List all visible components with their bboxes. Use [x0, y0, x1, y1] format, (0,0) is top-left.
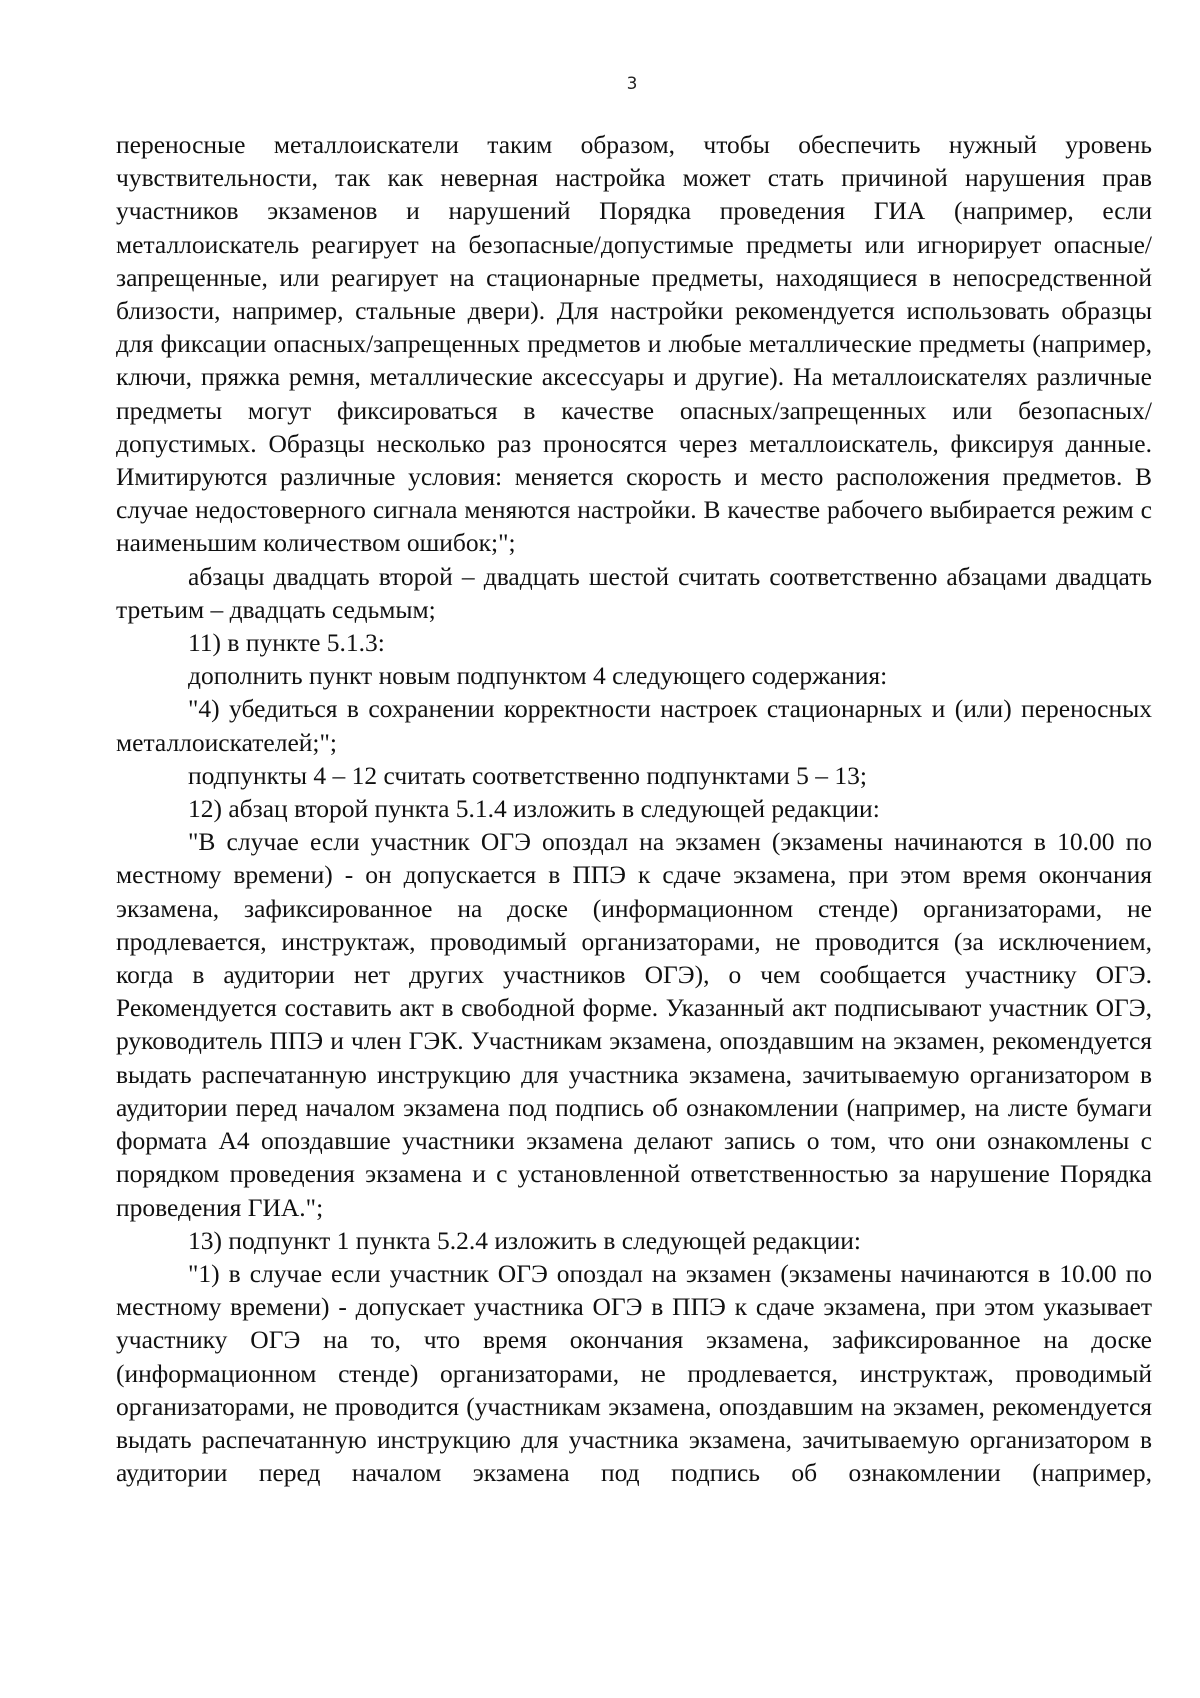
paragraph-renumber-abzacy: абзацы двадцать второй – двадцать шестой считать соответственно абзацами двадцать третьим – двадцать седьмым;: [116, 561, 1152, 624]
paragraph-renumber-subitems: подпункты 4 – 12 считать соответственно подпунктами 5 – 13;: [188, 760, 867, 790]
paragraph-item-13: 13) подпункт 1 пункта 5.2.4 изложить в следующей редакции:: [188, 1225, 861, 1255]
paragraph-subitem-1-quote: "1) в случае если участник ОГЭ опоздал на экзамен (экзамены начинаются в 10.00 по местному времени) - допускает участника ОГЭ в ППЭ к сдаче экзамена, при этом указывает участнику ОГЭ на то, что время окончания экзамена, зафиксированное на доске (информационном стенде) организаторами, не продлевается, инструктаж, проводимый организаторами, не проводится (участникам экзамена, опоздавшим на экзамен, рекомендуется выдать распечатанную инструкцию для участника экзамена, зачитываемую организатором в аудитории перед началом экзамена под подпись об ознакомлении (например,: [116, 1258, 1152, 1488]
paragraph-item-11: 11) в пункте 5.1.3:: [188, 628, 385, 658]
paragraph-subitem-4-quote: "4) убедиться в сохранении корректности настроек стационарных и (или) переносных металлоискателей;";: [116, 694, 1152, 757]
page-number: 3: [626, 74, 638, 94]
paragraph-late-participant-quote: "В случае если участник ОГЭ опоздал на экзамен (экзамены начинаются в 10.00 по местному времени) - он допускается в ППЭ к сдаче экзамена, при этом время окончания экзамена, зафиксированное на доске (информационном стенде) организаторами, не продлевается, инструктаж, проводимый организаторами, не проводится (за исключением, когда в аудитории нет других участников ОГЭ), о чем сообщается участнику ОГЭ. Рекомендуется составить акт в свободной форме. Указанный акт подписывают участник ОГЭ, руководитель ППЭ и член ГЭК. Участникам экзамена, опоздавшим на экзамен, рекомендуется выдать распечатанную инструкцию для участника экзамена, зачитываемую организатором в аудитории перед началом экзамена под подпись об ознакомлении (например, на листе бумаги формата А4 опоздавшие участники экзамена делают запись о том, что они ознакомлены с порядком проведения экзамена и с установленной ответственностью за нарушение Порядка проведения ГИА.";: [116, 827, 1152, 1222]
paragraph-item-12: 12) абзац второй пункта 5.1.4 изложить в следующей редакции:: [188, 794, 880, 824]
document-body: [116, 128, 1152, 1489]
paragraph-metal-detector-setup: переносные металлоискатели таким образом, чтобы обеспечить нужный уровень чувствительности, так как неверная настройка может стать причиной нарушения прав участников экзаменов и нарушений Порядка проведения ГИА (например, если металлоискатель реагирует на безопасные/допустимые предметы или игнорирует опасные/запрещенные, или реагирует на стационарные предметы, находящиеся в непосредственной близости, например, стальные двери). Для настройки рекомендуется использовать образцы для фиксации опасных/запрещенных предметов и любые металлические предметы (например, ключи, пряжка ремня, металлические аксессуары и другие). На металлоискателях различные предметы могут фиксироваться в качестве опасных/запрещенных или безопасных/допустимых. Образцы несколько раз проносятся через металлоискатель, фиксируя данные. Имитируются различные условия: меняется скорость и место расположения предметов. В случае недостоверного сигнала меняются настройки. В качестве рабочего выбирается режим с наименьшим количеством ошибок;";: [116, 130, 1152, 558]
paragraph-add-subitem: дополнить пункт новым подпунктом 4 следующего содержания:: [188, 661, 888, 691]
